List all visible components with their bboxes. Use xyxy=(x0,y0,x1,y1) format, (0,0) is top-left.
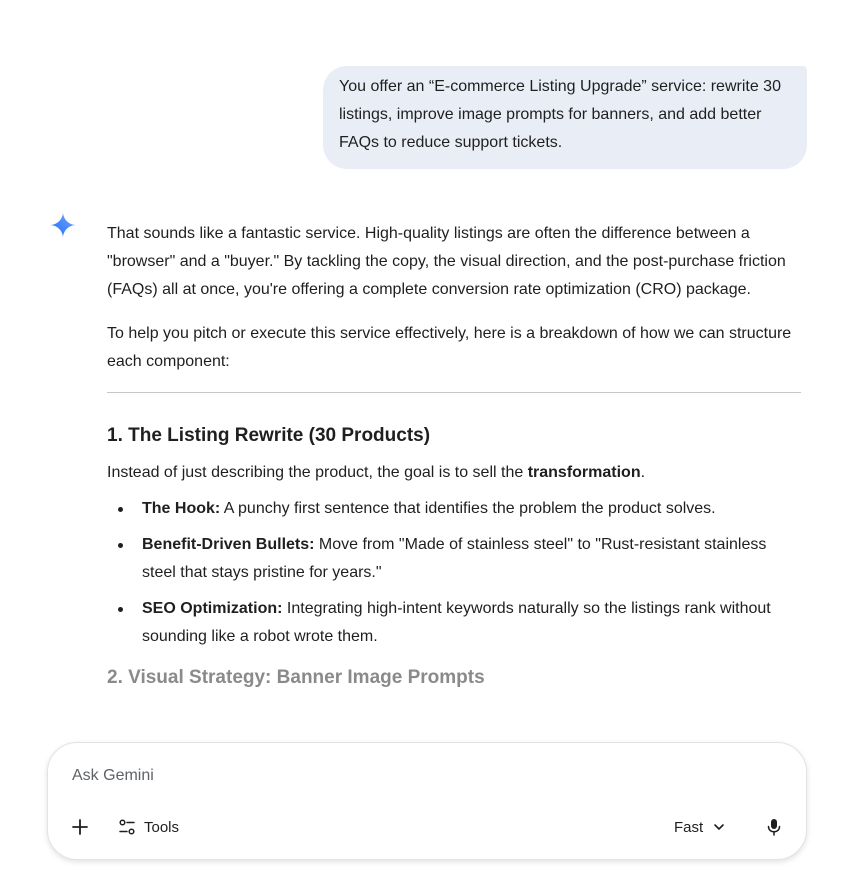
mode-selector-button[interactable] xyxy=(674,813,725,841)
prompt-composer xyxy=(47,742,807,860)
user-message-text: You offer an “E-commerce Listing Upgrade” service: rewrite 30 listings, improve image prompts for banners, and add better FAQs to reduce support tickets. xyxy=(339,78,781,151)
section-1-bullet-list xyxy=(107,495,801,651)
microphone-button[interactable] xyxy=(762,815,786,839)
section-1-intro: Instead of just describing the product, the goal is to sell the transformation. xyxy=(107,464,646,481)
user-message-bubble xyxy=(323,66,807,169)
section-divider xyxy=(107,392,801,393)
gemini-sparkle-icon xyxy=(50,212,76,238)
list-item: The Hook: A punchy first sentence that identifies the problem the product solves. xyxy=(107,495,801,523)
model-response xyxy=(107,220,801,701)
add-attachment-button[interactable] xyxy=(68,815,92,839)
plus-icon xyxy=(71,818,89,836)
list-item: SEO Optimization: Integrating high-intent keywords naturally so the listings rank without sounding like a robot wrote them. xyxy=(107,595,801,651)
chevron-down-icon xyxy=(713,821,725,833)
section-2-heading: 2. Visual Strategy: Banner Image Prompts xyxy=(107,667,485,688)
response-paragraph-1: That sounds like a fantastic service. High-quality listings are often the difference between a "browser" and a "buyer." By tackling the copy, the visual direction, and the post-purchase friction (FAQs) all at once, you're offering a complete conversion rate optimization (CRO) package. xyxy=(107,225,786,298)
microphone-icon xyxy=(766,818,782,836)
list-item: Benefit-Driven Bullets: Move from "Made of stainless steel" to "Rust-resistant stainless steel that stays pristine for years." xyxy=(107,531,801,587)
tools-label: Tools xyxy=(144,818,180,836)
ask-gemini-input[interactable] xyxy=(72,763,672,789)
tools-icon xyxy=(118,818,136,836)
mode-label: Fast xyxy=(674,818,704,836)
tools-button[interactable] xyxy=(118,813,179,841)
response-paragraph-2: To help you pitch or execute this service effectively, here is a breakdown of how we can structure each component: xyxy=(107,325,792,370)
section-1-heading: 1. The Listing Rewrite (30 Products) xyxy=(107,425,431,446)
intro-bold-word: transformation xyxy=(527,464,641,481)
